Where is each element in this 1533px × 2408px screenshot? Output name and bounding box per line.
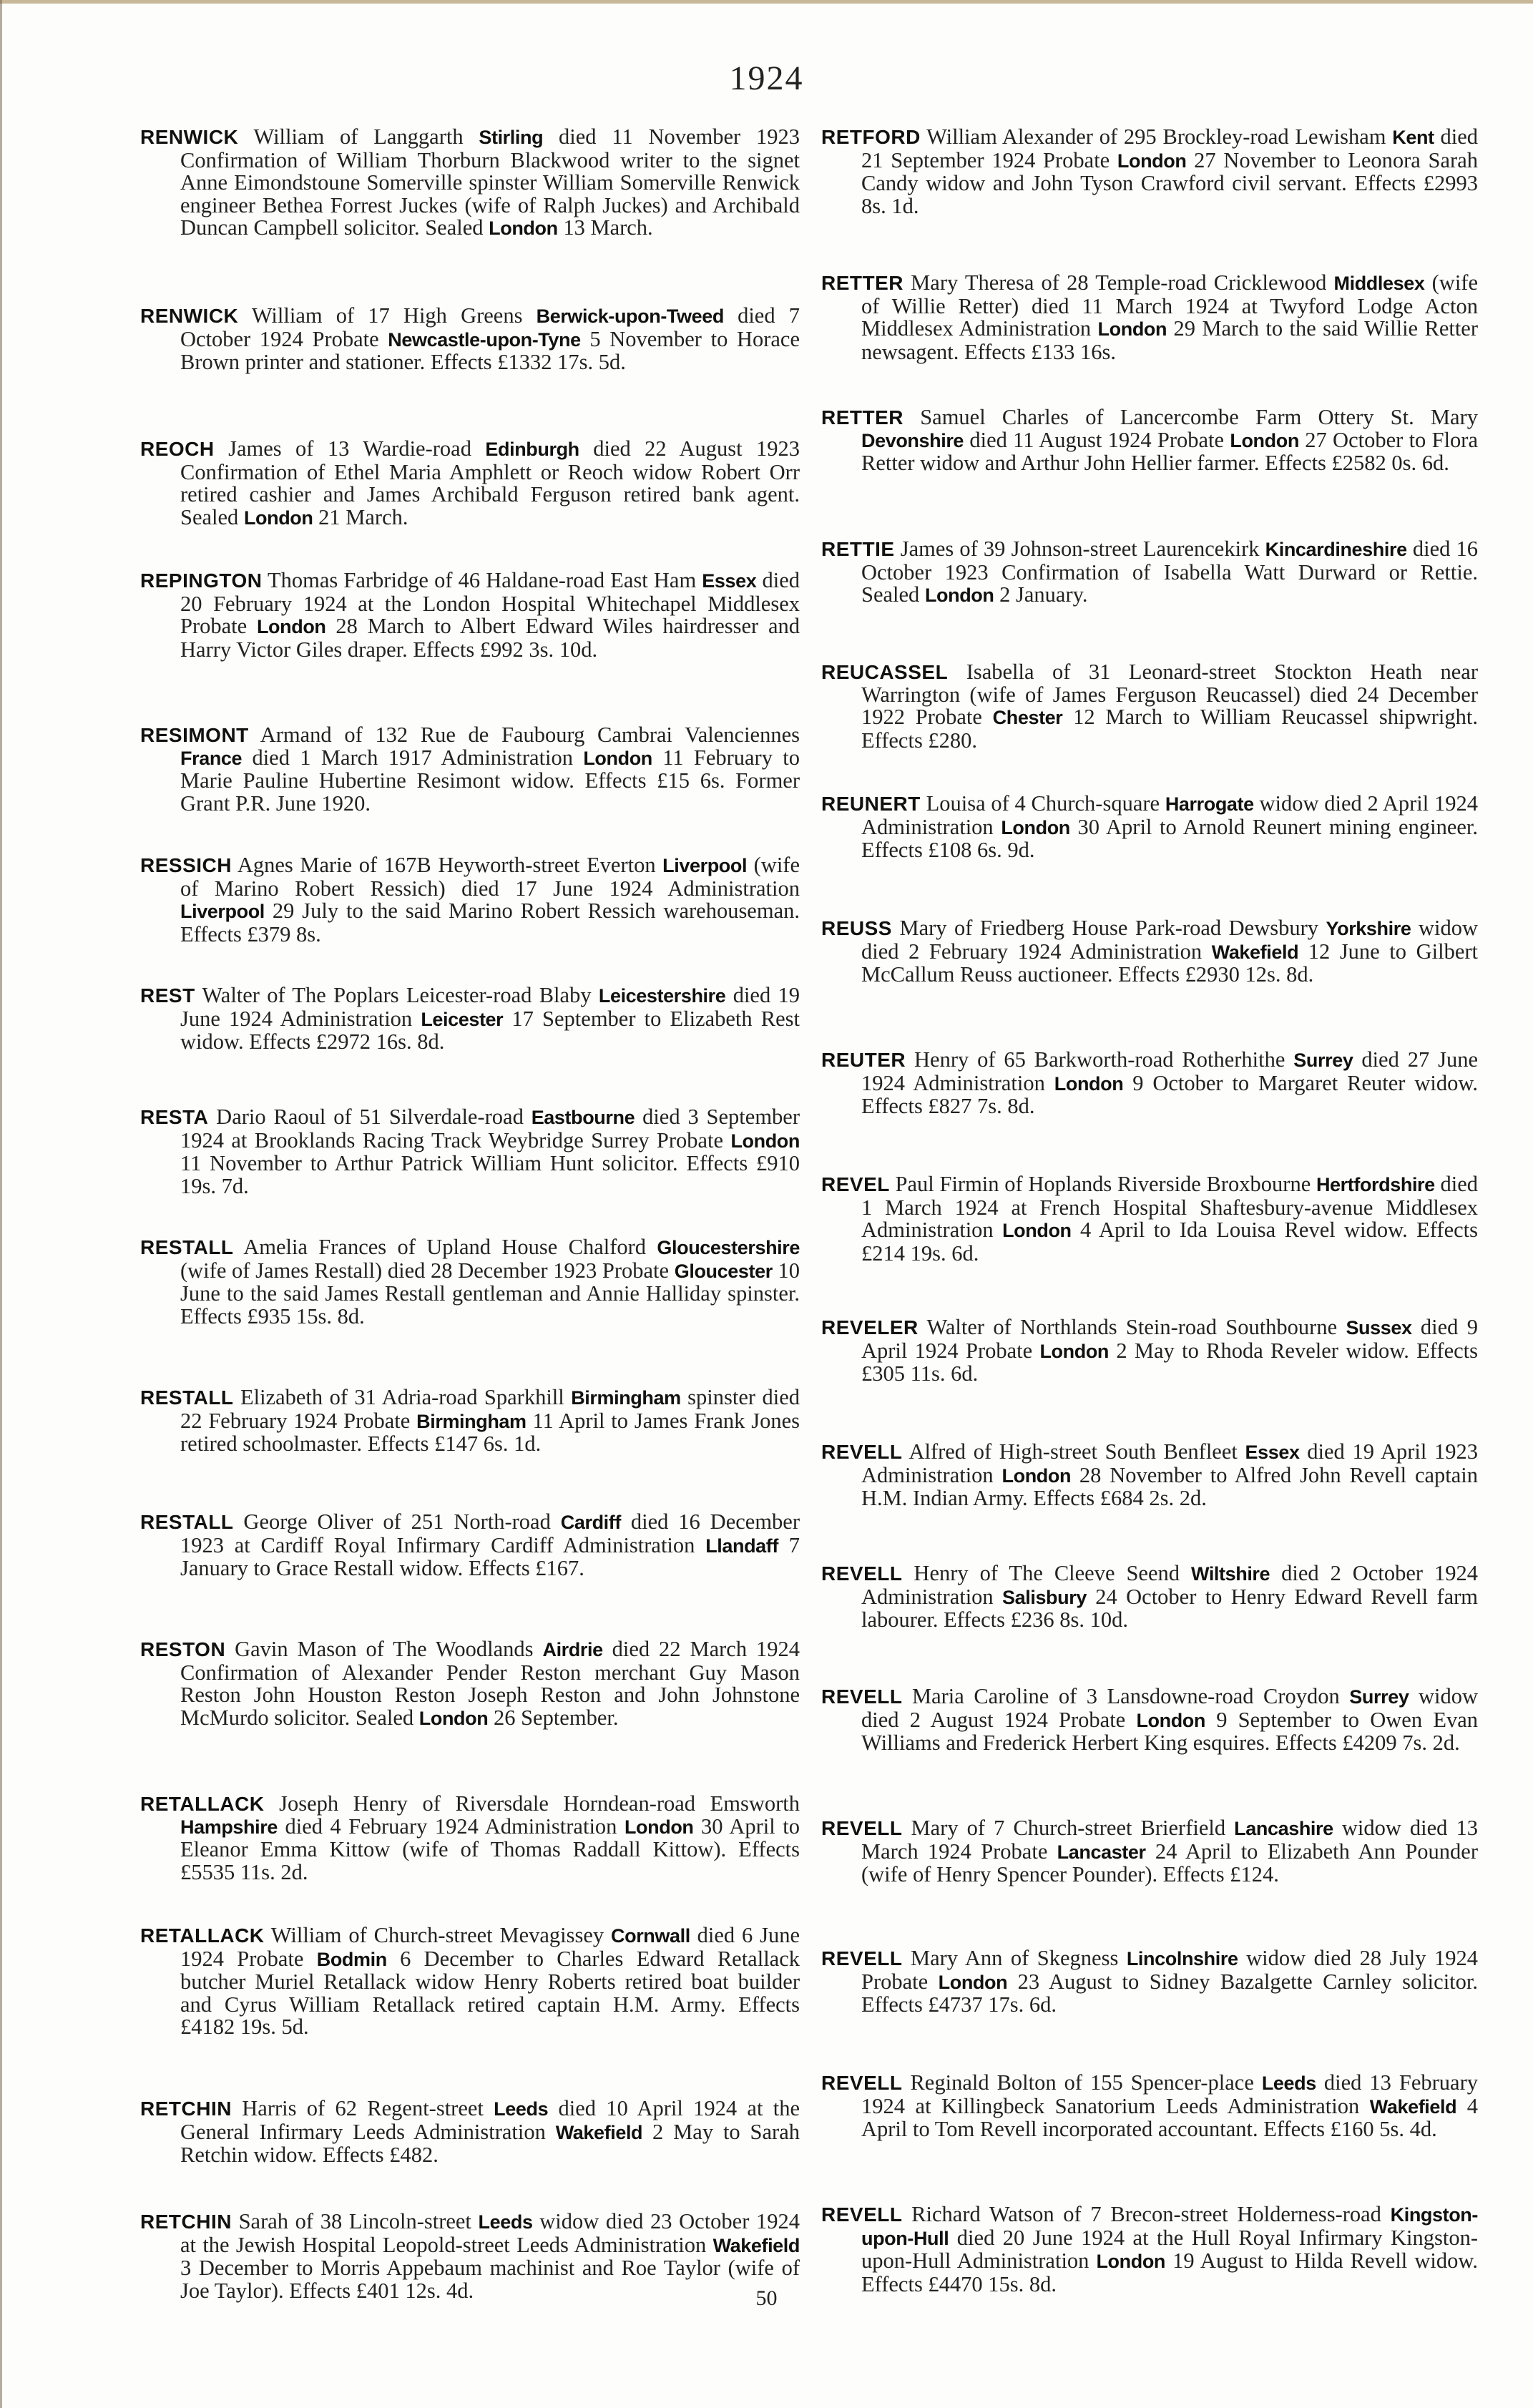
- entry-place: Harrogate: [1165, 793, 1254, 815]
- entry-text: 17 September to Elizabeth Rest widow. Effects £2972 16s. 8d.: [180, 1006, 800, 1054]
- probate-entry: [140, 2098, 800, 2167]
- entry-text: Gavin Mason of The Woodlands: [225, 1637, 543, 1661]
- entry-text: died 20 February 1924 at the London Hospital Whitechapel Middlesex Probate: [180, 568, 800, 639]
- entry-place: Wakefield: [712, 2234, 800, 2256]
- entry-text: died 16 October 1923 Confirmation of Isabella Watt Durward or Rettie. Sealed: [861, 537, 1478, 607]
- entry-text: died 11 August 1924 Probate: [964, 427, 1230, 452]
- entry-place: Surrey: [1293, 1049, 1353, 1071]
- entry-text: died 19 April 1923 Administration: [861, 1439, 1478, 1487]
- probate-entry: [821, 1316, 1478, 1386]
- entry-text: died 7 October 1924 Probate: [180, 303, 800, 351]
- entry-surname: RENWICK: [140, 305, 239, 327]
- entry-place: Essex: [1245, 1442, 1300, 1463]
- entry-text: Richard Watson of 7 Brecon-street Holderness-road: [902, 2202, 1391, 2226]
- entry-place: Liverpool: [662, 855, 748, 876]
- entry-text: died 16 December 1923 at Cardiff Royal Infirmary Cardiff Administration: [180, 1509, 800, 1557]
- entry-place: London: [1097, 318, 1167, 341]
- probate-entry: [821, 793, 1478, 862]
- entry-text: widow died 28 July 1924 Probate: [861, 1946, 1478, 1994]
- probate-entry: [821, 2203, 1478, 2296]
- entry-text: Joseph Henry of Riversdale Horndean-road Emsworth: [264, 1791, 800, 1816]
- entry-surname: REVELL: [821, 1947, 903, 1969]
- entry-text: 13 March.: [557, 215, 653, 240]
- entry-place: London: [256, 616, 326, 638]
- entry-surname: RESIMONT: [140, 724, 249, 746]
- entry-place: Wakefield: [555, 2121, 643, 2143]
- entry-surname: RESTON: [140, 1638, 226, 1660]
- entry-place: London: [924, 584, 994, 607]
- probate-entry: [140, 854, 800, 946]
- probate-entry: [821, 1049, 1478, 1118]
- entry-text: Amelia Frances of Upland House Chalford: [233, 1235, 657, 1259]
- entry-place: Lancashire: [1234, 1818, 1333, 1839]
- entry-text: died 10 April 1924 at the General Infirmary Leeds Administration: [180, 2096, 800, 2144]
- entry-text: 4 April to Ida Louisa Revel widow. Effects £214 19s. 6d.: [861, 1218, 1478, 1266]
- entry-text: (wife of James Restall) died 28 December 1923 Probate: [180, 1258, 675, 1283]
- entry-surname: RESTA: [140, 1106, 209, 1128]
- entry-text: died 11 November 1923 Confirmation of William Thorburn Blackwood writer to the signet Anne Eimondstoune Somerville spinster William Somerville Renwick engineer Bethea Forrest Juckes (wife of Ralph Juckes) and Archibald Duncan Campbell solicitor. Sealed: [180, 124, 800, 240]
- entry-text: (wife of Willie Retter) died 11 March 1924 at Twyford Lodge Acton Middlesex Administration: [861, 270, 1478, 341]
- entry-place: Salisbury: [1002, 1586, 1087, 1608]
- entry-text: Samuel Charles of Lancercombe Farm Ottery St. Mary: [903, 405, 1478, 429]
- entry-text: 3 December to Morris Appebaum machinist and Roe Taylor (wife of Joe Taylor). Effects £401 12s. 4d.: [180, 2256, 800, 2303]
- probate-entry: [821, 272, 1478, 363]
- entry-text: 28 March to Albert Edward Wiles hairdresser and Harry Victor Giles draper. Effects £992 3s. 10d.: [180, 614, 800, 662]
- entry-text: 30 April to Arnold Reunert mining engineer. Effects £108 6s. 9d.: [861, 814, 1478, 863]
- entry-place: Devonshire: [861, 429, 964, 451]
- entry-text: 12 June to Gilbert McCallum Reuss auctioneer. Effects £2930 12s. 8d.: [861, 939, 1478, 987]
- entry-text: William of Church-street Mevagissey: [264, 1923, 611, 1947]
- entry-surname: REUSS: [821, 917, 892, 939]
- entry-text: Armand of 132 Rue de Faubourg Cambrai Valenciennes: [248, 723, 800, 747]
- probate-entry: [140, 1236, 800, 1328]
- entry-text: 2 January.: [994, 582, 1088, 607]
- entry-surname: RETFORD: [821, 126, 921, 148]
- entry-place: Wiltshire: [1190, 1563, 1270, 1585]
- entry-text: 21 March.: [313, 504, 408, 529]
- entry-surname: REVEL: [821, 1173, 890, 1195]
- entry-place: Essex: [702, 570, 757, 592]
- entry-place: Liverpool: [180, 901, 265, 923]
- entry-place: London: [418, 1707, 489, 1729]
- entry-place: London: [1001, 816, 1070, 838]
- probate-entry: [140, 126, 800, 240]
- entry-text: spinster died 22 February 1924 Probate: [180, 1385, 800, 1433]
- entry-text: 7 January to Grace Restall widow. Effects £167.: [180, 1532, 800, 1581]
- probate-entry: [140, 305, 800, 374]
- entry-text: Alfred of High-street South Benfleet: [902, 1439, 1245, 1464]
- entry-text: died 13 February 1924 at Killingbeck Sanatorium Leeds Administration: [861, 2070, 1478, 2118]
- entry-place: Leicester: [421, 1008, 504, 1030]
- probate-entry: [821, 1173, 1478, 1265]
- entry-text: 11 April to James Frank Jones retired schoolmaster. Effects £147 6s. 1d.: [180, 1408, 800, 1457]
- entry-place: London: [1054, 1072, 1124, 1095]
- entry-surname: REOCH: [140, 438, 215, 460]
- entry-text: died 3 September 1924 at Brooklands Racing Track Weybridge Surrey Probate: [180, 1105, 800, 1152]
- entry-surname: RETCHIN: [140, 2211, 232, 2233]
- entry-text: died 22 March 1924 Confirmation of Alexander Pender Reston merchant Guy Mason Reston John Houston Reston Joseph Reston and John Johnstone McMurdo solicitor. Sealed: [180, 1637, 800, 1730]
- entry-place: London: [1002, 1220, 1072, 1242]
- probate-entry: [821, 1562, 1478, 1632]
- entry-place: Wakefield: [1211, 941, 1299, 963]
- entry-surname: REVELL: [821, 1441, 903, 1463]
- entry-text: Walter of Northlands Stein-road Southbourne: [918, 1315, 1346, 1339]
- probate-entry: [140, 1106, 800, 1198]
- entry-surname: RETCHIN: [140, 2098, 232, 2120]
- entry-text: James of 13 Wardie-road: [214, 436, 486, 461]
- entry-text: died 1 March 1924 at French Hospital Shaftesbury-avenue Middlesex Administration: [861, 1172, 1478, 1243]
- entry-text: 19 August to Hilda Revell widow. Effects £4470 15s. 8d.: [861, 2248, 1478, 2296]
- entry-surname: REUTER: [821, 1049, 906, 1071]
- entry-text: 30 April to Eleanor Emma Kittow (wife of Thomas Raddall Kittow). Effects £5535 11s. 2d.: [180, 1814, 800, 1884]
- entry-text: Reginald Bolton of 155 Spencer-place: [902, 2070, 1262, 2095]
- entry-text: died 9 April 1924 Probate: [861, 1315, 1478, 1363]
- entry-surname: REUNERT: [821, 793, 921, 815]
- page-title: 1924: [729, 59, 804, 97]
- entry-place: Eastbourne: [531, 1107, 635, 1128]
- entry-text: Mary of Friedberg House Park-road Dewsbury: [891, 916, 1326, 940]
- entry-text: Isabella of 31 Leonard-street Stockton Heath near Warrington (wife of James Ferguson Reucassel) died 24 December 1922 Probate: [861, 660, 1478, 730]
- probate-entry: [821, 661, 1478, 752]
- entry-place: Kincardineshire: [1265, 539, 1407, 560]
- entry-place: London: [1039, 1340, 1110, 1362]
- entry-place: London: [730, 1130, 800, 1152]
- entry-place: Edinburgh: [485, 439, 579, 460]
- entry-place: Bodmin: [316, 1948, 387, 1970]
- entry-place: Middlesex: [1333, 273, 1425, 294]
- entry-surname: RETTER: [821, 406, 903, 429]
- probate-entry: [821, 2072, 1478, 2141]
- entry-text: Thomas Farbridge of 46 Haldane-road East Ham: [262, 568, 702, 592]
- entry-surname: REVELL: [821, 2203, 903, 2226]
- entry-surname: REST: [140, 984, 195, 1007]
- probate-entry: [140, 1924, 800, 2039]
- entry-text: William of Langgarth: [238, 124, 479, 149]
- entry-place: Gloucester: [674, 1260, 773, 1282]
- entry-surname: REVELL: [821, 2072, 903, 2094]
- entry-place: Cornwall: [611, 1925, 690, 1947]
- entry-text: Walter of The Poplars Leicester-road Blaby: [195, 983, 599, 1007]
- entry-text: died 20 June 1924 at the Hull Royal Infirmary Kingston-upon-Hull Administration: [861, 2225, 1478, 2274]
- entry-place: Chester: [992, 707, 1063, 729]
- entry-text: Henry of 65 Barkworth-road Rotherhithe: [906, 1047, 1294, 1072]
- probate-entry: [140, 1386, 800, 1456]
- entry-place: London: [583, 747, 652, 769]
- entry-text: died 27 June 1924 Administration: [861, 1047, 1478, 1095]
- entry-text: 5 November to Horace Brown printer and stationer. Effects £1332 17s. 5d.: [180, 326, 800, 375]
- entry-surname: RESTALL: [140, 1236, 234, 1258]
- entry-place: London: [1117, 150, 1187, 172]
- entry-text: 2 May to Rhoda Reveler widow. Effects £305 11s. 6d.: [861, 1338, 1478, 1386]
- entry-surname: RETALLACK: [140, 1924, 265, 1947]
- entry-text: Sarah of 38 Lincoln-street: [231, 2209, 479, 2233]
- entry-surname: RETTER: [821, 272, 903, 294]
- page-left-edge: [0, 0, 2, 2408]
- entry-place: Hertfordshire: [1316, 1174, 1435, 1195]
- probate-entry: [140, 438, 800, 529]
- entry-place: Hampshire: [180, 1816, 278, 1838]
- entry-text: 29 March to the said Willie Retter newsagent. Effects £133 16s.: [861, 316, 1479, 364]
- entry-text: Agnes Marie of 167B Heyworth-street Everton: [231, 853, 663, 877]
- entry-place: Leicestershire: [598, 985, 726, 1007]
- entry-place: London: [1096, 2251, 1166, 2273]
- entry-surname: REUCASSEL: [821, 661, 949, 683]
- entry-text: 12 March to William Reucassel shipwright. Effects £280.: [861, 705, 1478, 753]
- probate-entry: [821, 538, 1478, 607]
- entry-surname: REVELL: [821, 1685, 903, 1708]
- entry-place: Llandaff: [705, 1535, 778, 1557]
- entry-text: widow died 13 March 1924 Probate: [861, 1816, 1478, 1864]
- entry-text: died 4 February 1924 Administration: [277, 1814, 625, 1839]
- entry-place: London: [489, 217, 558, 240]
- entry-surname: REVELER: [821, 1316, 919, 1338]
- entry-text: died 21 September 1924 Probate: [861, 124, 1478, 172]
- entry-text: William Alexander of 295 Brockley-road Lewisham: [920, 124, 1393, 149]
- entry-text: 10 June to the said James Restall gentleman and Annie Halliday spinster. Effects £935 15s. 8d.: [180, 1258, 800, 1328]
- entry-place: London: [1001, 1464, 1072, 1487]
- entry-place: London: [624, 1816, 694, 1838]
- entry-place: Leeds: [494, 2098, 549, 2120]
- probate-entry: [140, 984, 800, 1054]
- entry-place: London: [243, 506, 313, 529]
- entry-place: Leeds: [478, 2211, 533, 2233]
- entry-text: Paul Firmin of Hoplands Riverside Broxbourne: [889, 1172, 1316, 1196]
- probate-entry: [140, 1638, 800, 1730]
- probate-entry: [821, 406, 1478, 475]
- entry-place: London: [1136, 1709, 1205, 1731]
- entry-place: Gloucestershire: [657, 1237, 800, 1258]
- entry-text: Louisa of 4 Church-square: [920, 791, 1165, 816]
- entry-text: Maria Caroline of 3 Lansdowne-road Croydon: [902, 1684, 1350, 1708]
- entry-text: died 1 March 1917 Administration: [242, 745, 584, 770]
- page-top-edge: [0, 0, 1533, 4]
- entry-text: 4 April to Tom Revell incorporated accountant. Effects £160 5s. 4d.: [861, 2093, 1479, 2142]
- entry-text: widow died 2 August 1924 Probate: [861, 1684, 1478, 1732]
- entry-place: Berwick-upon-Tweed: [536, 305, 724, 327]
- entry-text: Mary Ann of Skegness: [902, 1946, 1127, 1970]
- entry-place: Newcastle-upon-Tyne: [388, 328, 581, 351]
- entry-place: Yorkshire: [1326, 918, 1411, 939]
- entry-place: Lancaster: [1057, 1841, 1146, 1863]
- probate-entry: [140, 1793, 800, 1884]
- probate-entry: [140, 1511, 800, 1580]
- entry-text: died 2 October 1924 Administration: [861, 1561, 1478, 1609]
- entry-text: died 19 June 1924 Administration: [180, 983, 800, 1031]
- entry-surname: RESTALL: [140, 1511, 234, 1533]
- entry-text: 9 September to Owen Evan Williams and Frederick Herbert King esquires. Effects £4209 7s. 2d.: [861, 1707, 1478, 1756]
- entry-place: Kingston-upon-Hull: [861, 2204, 1478, 2249]
- probate-entry: [821, 126, 1478, 217]
- entry-place: Cardiff: [560, 1512, 621, 1533]
- entry-place: London: [938, 1971, 1008, 1993]
- page-number: 50: [755, 2286, 778, 2310]
- entry-text: 24 April to Elizabeth Ann Pounder (wife of Henry Spencer Pounder). Effects £124.: [861, 1839, 1478, 1887]
- entry-place: London: [1230, 429, 1299, 451]
- entry-place: Lincolnshire: [1126, 1948, 1238, 1969]
- probate-entry: [821, 1817, 1478, 1886]
- entry-text: died 22 August 1923 Confirmation of Ethel Maria Amphlett or Reoch widow Robert Orr retired cashier and James Archibald Ferguson retired bank agent. Sealed: [180, 436, 800, 529]
- entry-text: widow died 2 February 1924 Administration: [861, 916, 1478, 964]
- entry-text: Henry of The Cleeve Seend: [902, 1561, 1191, 1585]
- entry-text: Mary of 7 Church-street Brierfield: [902, 1816, 1235, 1840]
- entry-text: Elizabeth of 31 Adria-road Sparkhill: [233, 1385, 572, 1409]
- entry-text: (wife of Marino Robert Ressich) died 17 June 1924 Administration: [180, 853, 800, 901]
- probate-entry: [140, 569, 800, 661]
- entry-surname: REVELL: [821, 1562, 903, 1585]
- entry-place: Birmingham: [571, 1387, 681, 1409]
- entry-surname: REVELL: [821, 1817, 903, 1839]
- entry-text: widow died 23 October 1924 at the Jewish Hospital Leopold-street Leeds Administration: [180, 2209, 800, 2257]
- entry-text: 26 September.: [488, 1705, 619, 1730]
- entry-surname: REPINGTON: [140, 569, 263, 592]
- probate-entry: [821, 917, 1478, 987]
- entry-place: France: [180, 747, 243, 769]
- entry-text: 6 December to Charles Edward Retallack butcher Muriel Retallack widow Henry Roberts retired boat builder and Cyrus William Retallack retired captain H.M. Army. Effects £4182 19s. 5d.: [180, 1946, 800, 2040]
- entry-text: widow died 2 April 1924 Administration: [861, 791, 1478, 839]
- entry-place: Surrey: [1349, 1686, 1409, 1708]
- entry-text: Dario Raoul of 51 Silverdale-road: [208, 1105, 532, 1129]
- probate-entry: [140, 724, 800, 815]
- entry-surname: RETALLACK: [140, 1793, 265, 1815]
- entry-text: 27 November to Leonora Sarah Candy widow and John Tyson Crawford civil servant. Effects £2993 8s. 1d.: [861, 147, 1478, 218]
- entry-surname: RETTIE: [821, 538, 895, 560]
- entry-place: Wakefield: [1369, 2095, 1457, 2118]
- entry-text: Mary Theresa of 28 Temple-road Cricklewood: [903, 270, 1334, 295]
- probate-entry: [821, 1441, 1478, 1510]
- entry-place: Stirling: [479, 127, 544, 148]
- entry-text: 2 May to Sarah Retchin widow. Effects £482.: [180, 2119, 800, 2168]
- entry-text: died 6 June 1924 Probate: [180, 1923, 800, 1971]
- entry-place: Sussex: [1346, 1317, 1412, 1338]
- entry-text: 27 October to Flora Retter widow and Arthur John Hellier farmer. Effects £2582 0s. 6d.: [861, 427, 1478, 476]
- entry-place: Leeds: [1261, 2072, 1316, 2094]
- entry-text: William of 17 High Greens: [238, 303, 537, 328]
- entry-place: Airdrie: [542, 1639, 603, 1660]
- entry-surname: RENWICK: [140, 126, 239, 148]
- probate-entry: [821, 1685, 1478, 1755]
- entry-surname: RESSICH: [140, 854, 232, 876]
- entry-text: 29 July to the said Marino Robert Ressich warehouseman. Effects £379 8s.: [180, 899, 800, 946]
- entry-text: 23 August to Sidney Bazalgette Carnley solicitor. Effects £4737 17s. 6d.: [861, 1969, 1478, 2017]
- entry-text: 24 October to Henry Edward Revell farm labourer. Effects £236 8s. 10d.: [861, 1584, 1478, 1633]
- entry-text: James of 39 Johnson-street Laurencekirk: [894, 537, 1265, 561]
- entry-place: Kent: [1392, 127, 1434, 148]
- entry-text: Harris of 62 Regent-street: [231, 2096, 494, 2120]
- probate-entry: [821, 1947, 1478, 2017]
- entry-text: 28 November to Alfred John Revell captain H.M. Indian Army. Effects £684 2s. 2d.: [861, 1462, 1479, 1511]
- entry-text: George Oliver of 251 North-road: [233, 1509, 561, 1534]
- entry-place: Birmingham: [416, 1410, 526, 1432]
- entry-text: 11 November to Arthur Patrick William Hunt solicitor. Effects £910 19s. 7d.: [180, 1151, 800, 1198]
- entry-text: 9 October to Margaret Reuter widow. Effects £827 7s. 8d.: [861, 1070, 1478, 1119]
- entry-text: 11 February to Marie Pauline Hubertine Resimont widow. Effects £15 6s. Former Grant P.R. June 1920.: [180, 745, 800, 816]
- entry-surname: RESTALL: [140, 1386, 234, 1409]
